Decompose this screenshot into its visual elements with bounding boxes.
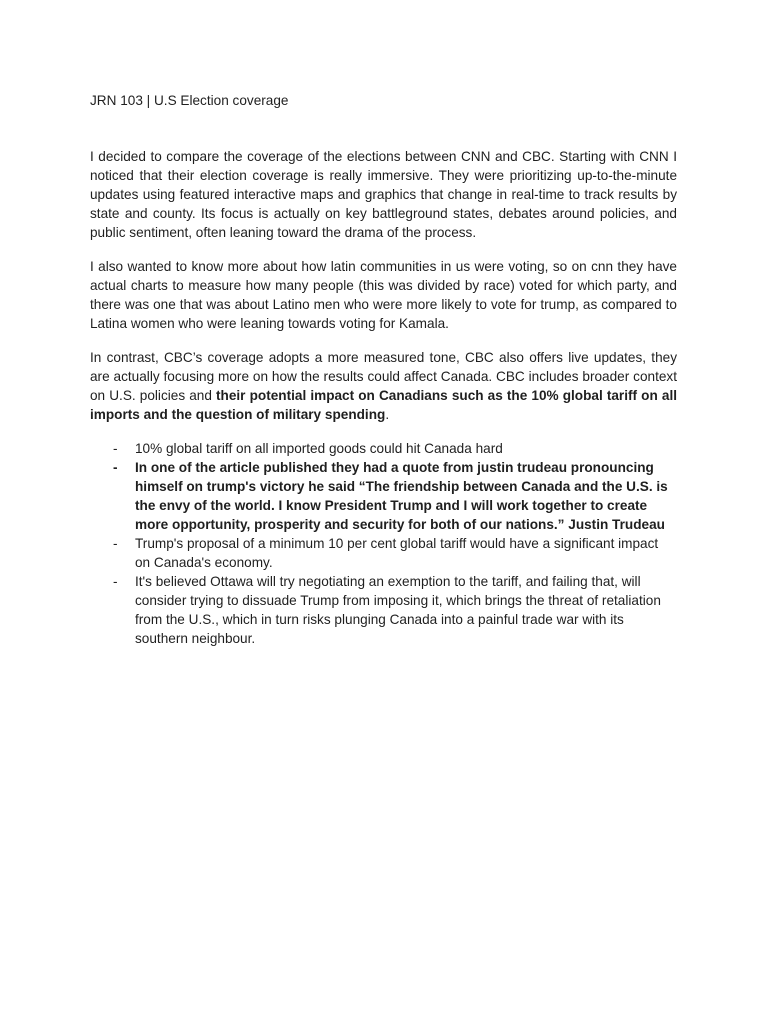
bullet-text: Trump's proposal of a minimum 10 per cent global tariff would have a significant impact on Canada's economy. xyxy=(135,536,659,570)
bullet-dash: - xyxy=(113,441,118,456)
bullet-text: In one of the article published they had a quote from justin trudeau pronouncing himself on trump's victory he said “The friendship between Canada and the U.S. is the envy of the world. I know President Trump and I will work together to create more opportunity, prosperity and security for both of our nations.” Justin Trudeau xyxy=(135,460,668,532)
bullet-dash: - xyxy=(113,460,118,475)
paragraph-latin-communities: I also wanted to know more about how latin communities in us were voting, so on cnn they have actual charts to measure how many people (this was divided by race) voted for which party, and there was one that was about Latino men who were more likely to vote for trump, as compared to Latina women who were leaning towards voting for Kamala. xyxy=(90,259,677,331)
paragraph-cbc-text-end: . xyxy=(385,407,390,422)
bullet-list xyxy=(90,439,677,648)
bullet-text: It's believed Ottawa will try negotiating an exemption to the tariff, and failing that, will consider trying to dissuade Trump from imposing it, which brings the threat of retaliation from the U.S., which in turn risks plunging Canada into a painful trade war with its southern neighbour. xyxy=(135,574,661,646)
bullet-text: 10% global tariff on all imported goods could hit Canada hard xyxy=(135,441,503,456)
document-title: JRN 103 | U.S Election coverage xyxy=(90,93,289,108)
paragraph-cbc-text-bold: their potential impact on Canadians such as the 10% global tariff on all imports and the question of military spending xyxy=(90,388,677,422)
bullet-dash: - xyxy=(113,574,118,589)
list-item xyxy=(90,534,677,572)
paragraph-cnn-coverage: I decided to compare the coverage of the elections between CNN and CBC. Starting with CNN I noticed that their election coverage is really immersive. They were prioritizing up-to-the-minute updates using featured interactive maps and graphics that change in real-time to track results by state and county. Its focus is actually on key battleground states, debates around policies, and public sentiment, often leaning toward the drama of the process. xyxy=(90,149,677,240)
bullet-dash: - xyxy=(113,536,118,551)
list-item xyxy=(90,439,677,458)
list-item xyxy=(90,572,677,648)
list-item xyxy=(90,458,677,534)
paragraph-cbc-coverage xyxy=(90,348,677,424)
document-body xyxy=(90,91,677,648)
paragraph-cbc-text-start: In contrast, CBC’s coverage adopts a more measured tone, CBC also offers live updates, they are actually focusing more on how the results could affect Canada. CBC includes broader context on U.S. policies and xyxy=(90,350,677,403)
